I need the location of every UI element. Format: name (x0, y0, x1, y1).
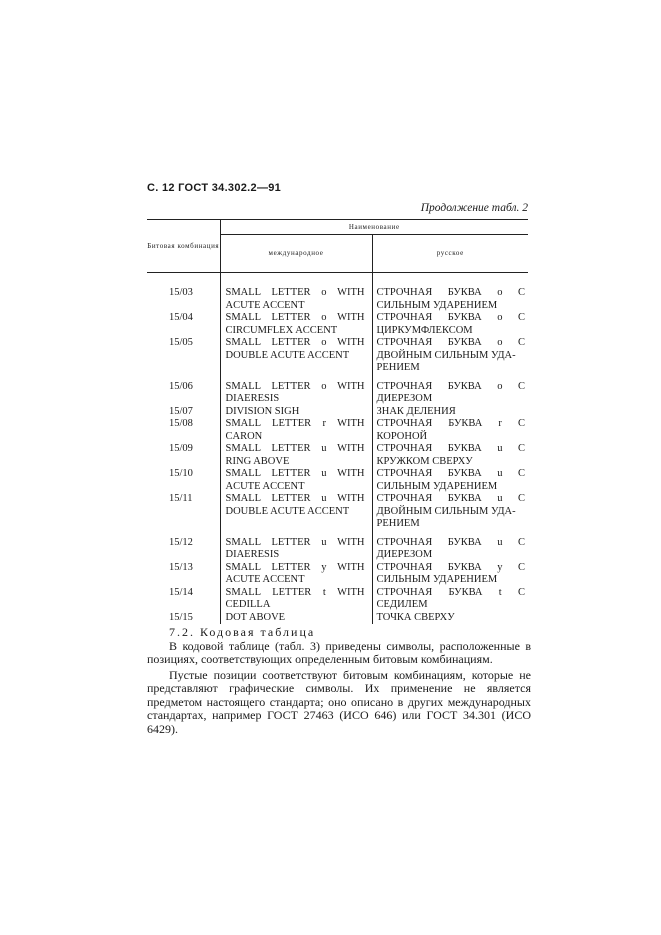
international-name-cell (220, 612, 372, 625)
russian-name-cell (372, 562, 528, 587)
table-row (147, 612, 528, 625)
cell-line: СТРОЧНАЯ БУКВА u С (376, 443, 525, 454)
cell-line: ACUTE ACCENT (225, 299, 305, 311)
cell-line: СТРОЧНАЯ БУКВА u С (376, 493, 525, 504)
cell-line: SMALL LETTER u WITH (225, 468, 365, 479)
section-title: 7.2. Кодовая таблица (169, 625, 316, 639)
cell-line: DIAERESIS (225, 549, 280, 560)
international-name-cell (220, 273, 372, 313)
russian-name-cell (372, 337, 528, 375)
russian-name-cell (372, 531, 528, 562)
bit-combination-cell: 15/09 (169, 443, 193, 454)
cell-line: КРУЖКОМ СВЕРХУ (376, 455, 473, 467)
cell-line: СТРОЧНАЯ БУКВА о С (376, 287, 525, 298)
bit-combination-header: Битовая комбинация (147, 220, 220, 273)
table-row (147, 312, 528, 337)
cell-line: КОРОНОЙ (376, 430, 428, 442)
cell-line: SMALL LETTER y WITH (225, 561, 365, 573)
table-row (147, 587, 528, 612)
cell-line: SMALL LETTER u WITH (225, 443, 365, 454)
cell-line: ДВОЙНЫМ СИЛЬНЫМ УДА- (376, 505, 516, 517)
international-name-cell (220, 375, 372, 406)
cell-line: СЕДИЛЕМ (376, 599, 428, 610)
bit-combination-cell: 15/03 (169, 287, 193, 298)
section-paragraph: Пустые позиции соответствуют битовым комбинациям, которые не представляют графические символы. Их применение не является предметом настоящего стандарта; оно описано в других международных стандартах, например ГОСТ 27463 (ИСО 646) или ГОСТ 34.301 (ИСО 6429). (147, 667, 531, 736)
bit-combination-cell: 15/08 (169, 418, 193, 429)
cell-line: СТРОЧНАЯ БУКВА о С (376, 337, 525, 348)
russian-name-cell (372, 375, 528, 406)
page-header: С. 12 ГОСТ 34.302.2—91 (147, 182, 282, 194)
cell-line: ЦИРКУМФЛЕКСОМ (376, 324, 473, 336)
russian-name-cell (372, 612, 528, 625)
russian-name-cell (372, 493, 528, 531)
cell-line: CIRCUMFLEX ACCENT (225, 324, 338, 336)
table-row (147, 375, 528, 406)
cell-line: DIVISION SIGH (225, 405, 300, 417)
cell-line: CEDILLA (225, 599, 271, 610)
russian-name-cell (372, 418, 528, 443)
russian-name-cell (372, 312, 528, 337)
cell-line: СИЛЬНЫМ УДАРЕНИЕМ (376, 299, 498, 311)
cell-line: РЕНИЕМ (376, 518, 420, 529)
cell-line: СТРОЧНАЯ БУКВА u С (376, 468, 525, 479)
cell-line: РЕНИЕМ (376, 362, 420, 373)
bit-combination-cell: 15/04 (169, 312, 193, 323)
cell-line: SMALL LETTER o WITH (225, 337, 365, 348)
section-paragraph: В кодовой таблице (табл. 3) приведены символы, расположенные в позициях, соответствующих определенным битовым комбинациям. (147, 638, 531, 666)
cell-line: ACUTE ACCENT (225, 480, 305, 492)
cell-line: ACUTE ACCENT (225, 574, 305, 585)
bit-combination-cell: 15/07 (169, 405, 193, 417)
cell-line: СИЛЬНЫМ УДАРЕНИЕМ (376, 480, 498, 492)
table-row (147, 337, 528, 375)
international-name-cell (220, 587, 372, 612)
international-name-cell (220, 562, 372, 587)
table-row (147, 562, 528, 587)
cell-line: ДВОЙНЫМ СИЛЬНЫМ УДА- (376, 349, 516, 361)
name-header: Наименование (220, 220, 528, 235)
international-name-cell (220, 312, 372, 337)
cell-line: СТРОЧНАЯ БУКВА у С (376, 561, 525, 573)
russian-name-cell (372, 468, 528, 493)
bit-combination-cell: 15/11 (169, 493, 193, 504)
international-name-cell (220, 443, 372, 468)
cell-line: SMALL LETTER u WITH (225, 536, 365, 548)
code-table (147, 219, 528, 624)
international-name-cell (220, 337, 372, 375)
international-name-cell (220, 531, 372, 562)
cell-line: СТРОЧНАЯ БУКВА о С (376, 380, 525, 392)
bit-combination-cell: 15/05 (169, 337, 193, 348)
table-row (147, 493, 528, 531)
table-row (147, 406, 528, 419)
cell-line: ТОЧКА СВЕРХУ (376, 611, 455, 623)
international-name-cell (220, 418, 372, 443)
cell-line: DOT ABOVE (225, 611, 286, 623)
cell-line: ДИЕРЕЗОМ (376, 549, 433, 560)
bit-combination-cell: 15/06 (169, 380, 193, 392)
cell-line: SMALL LETTER o WITH (225, 312, 365, 323)
cell-line: СТРОЧНАЯ БУКВА u С (376, 536, 525, 548)
cell-line: DOUBLE ACUTE ACCENT (225, 349, 350, 361)
cell-line: DOUBLE ACUTE ACCENT (225, 505, 350, 517)
cell-line: СИЛЬНЫМ УДАРЕНИЕМ (376, 574, 498, 585)
table-row (147, 418, 528, 443)
bit-combination-cell: 15/15 (169, 611, 193, 623)
table-row (147, 443, 528, 468)
table-row (147, 531, 528, 562)
cell-line: SMALL LETTER o WITH (225, 287, 365, 298)
table-row (147, 273, 528, 313)
bit-combination-cell: 15/10 (169, 468, 193, 479)
russian-name-cell (372, 273, 528, 313)
cell-line: ЗНАК ДЕЛЕНИЯ (376, 405, 456, 417)
table-body (147, 273, 528, 625)
cell-line: СТРОЧНАЯ БУКВА о С (376, 312, 525, 323)
cell-line: CARON (225, 430, 263, 442)
russian-name-cell (372, 587, 528, 612)
cell-line: СТРОЧНАЯ БУКВА t С (376, 586, 525, 598)
cell-line: SMALL LETTER t WITH (225, 586, 365, 598)
cell-line: RING ABOVE (225, 455, 290, 467)
russian-name-header: русское (372, 235, 528, 273)
international-name-cell (220, 468, 372, 493)
international-name-cell (220, 406, 372, 419)
international-name-header: международное (220, 235, 372, 273)
russian-name-cell (372, 443, 528, 468)
cell-line: DIAERESIS (225, 393, 280, 404)
section-7-2 (147, 626, 531, 736)
bit-combination-cell: 15/14 (169, 586, 193, 598)
cell-line: SMALL LETTER o WITH (225, 380, 365, 392)
international-name-cell (220, 493, 372, 531)
table-row (147, 468, 528, 493)
table-continuation-label: Продолжение табл. 2 (420, 202, 528, 214)
russian-name-cell (372, 406, 528, 419)
bit-combination-cell: 15/13 (169, 561, 193, 573)
cell-line: SMALL LETTER r WITH (225, 418, 365, 429)
bit-combination-cell: 15/12 (169, 536, 193, 548)
cell-line: SMALL LETTER u WITH (225, 493, 365, 504)
cell-line: ДИЕРЕЗОМ (376, 393, 433, 404)
cell-line: СТРОЧНАЯ БУКВА r С (376, 418, 525, 429)
